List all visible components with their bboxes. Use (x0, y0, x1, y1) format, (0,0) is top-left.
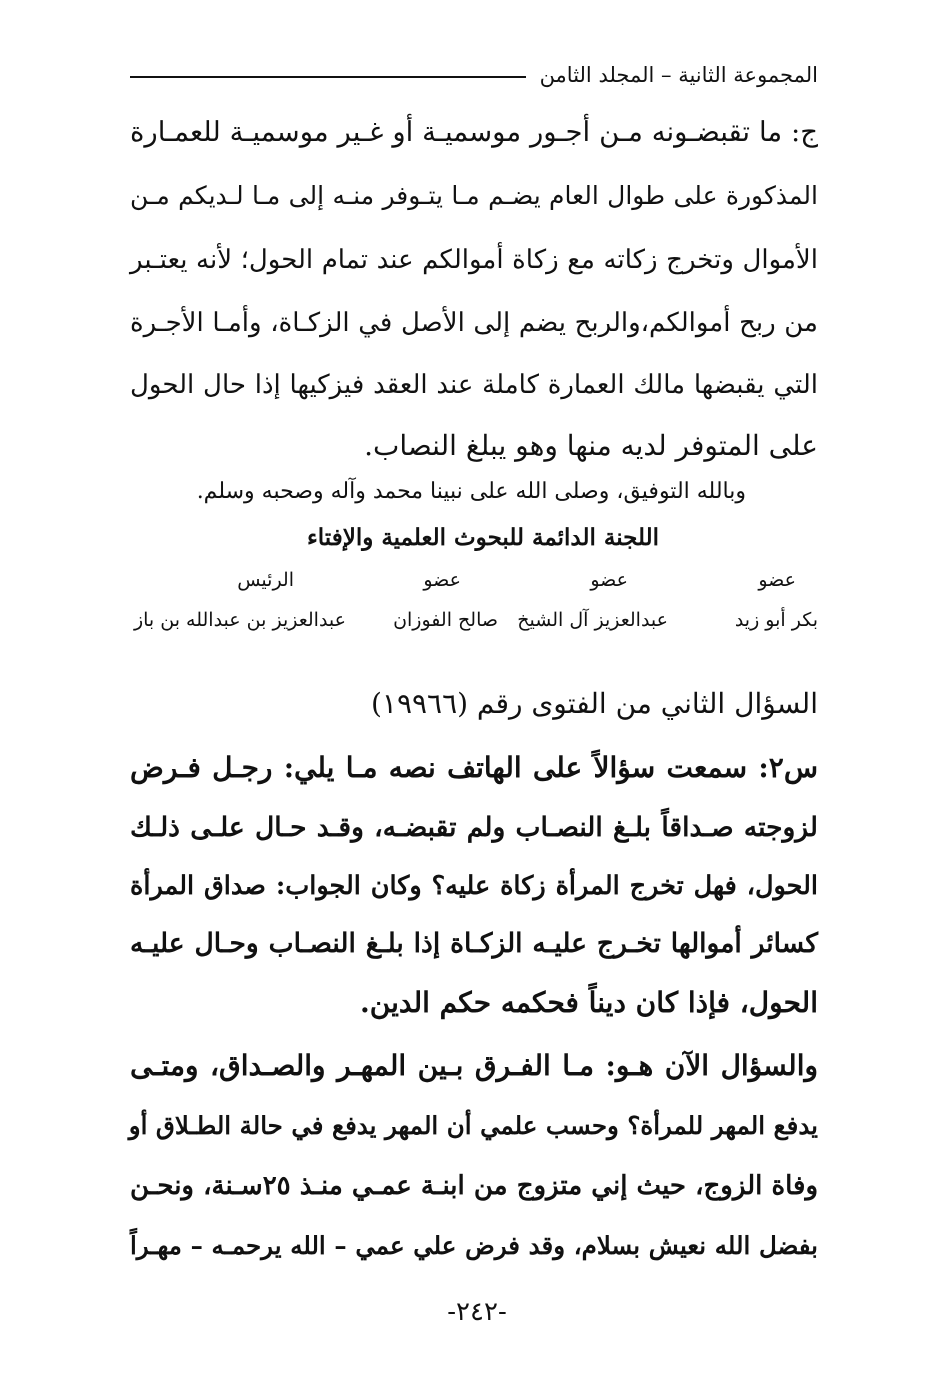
member-role: الرئيس (237, 569, 294, 591)
answer-line: المذكورة على طوال العام يضـم مـا يتـوفر منـه إلى مـا لـديكم مـن (130, 181, 818, 210)
member-role: عضو (758, 569, 796, 591)
running-title: المجموعة الثانية – المجلد الثامن (539, 63, 818, 87)
question-line: وفاة الزوج، حيث إني متزوج من ابنـة عمـي منـذ ٢٥سـنة، ونحـن (130, 1171, 819, 1201)
answer-line: من ربح أموالكم،والربح يضم إلى الأصل في الزكـاة، وأمـا الأجـرة (130, 308, 818, 338)
page-number: -٢٤٢- (447, 1297, 507, 1327)
closing-formula: وبالله التوفيق، وصلى الله على نبينا محمد وآله وصحبه وسلم. (196, 479, 746, 504)
question-line: كسائر أموالها تخـرج عليـه الزكـاة إذا بلـغ النصـاب وحـال عليـه (130, 928, 818, 959)
question-line: الحول، فإذا كان ديناً فحكمه حكم الدين. (360, 986, 818, 1019)
running-header (130, 58, 818, 92)
answer-line: الأموال وتخرج زكاته مع زكاة أموالكم عند تمام الحول؛ لأنه يعتـبر (130, 245, 818, 275)
member-name: بكر أبو زيد (734, 609, 818, 631)
member-name: صالح الفوزان (393, 609, 498, 631)
answer-line: على المتوفر لديه منها وهو يبلغ النصاب. (364, 429, 818, 462)
question-line: لزوجته صـداقاً بلـغ النصـاب ولم تقبضـه، وقـد حـال علـى ذلـك (130, 812, 818, 843)
question-line: بفضل الله نعيش بسلام، وقد فرض علي عمي – الله يرحمـه – مهـراً (130, 1231, 818, 1260)
question-line: س٢: سمعت سؤالاً على الهاتف نصه مـا يلي: رجـل فـرض (130, 751, 818, 784)
member-role: عضو (590, 569, 628, 591)
header-rule (130, 76, 526, 78)
member-name: عبدالعزيز آل الشيخ (517, 609, 668, 631)
question-line: يدفع المهر للمرأة؟ وحسب علمي أن المهر يدفع في حالة الطـلاق أو (128, 1111, 818, 1140)
question-heading: السؤال الثاني من الفتوى رقم (١٩٩٦٦) (370, 687, 818, 720)
member-name: عبدالعزيز بن عبدالله بن باز (133, 609, 346, 631)
question-line: والسؤال الآن هـو: مـا الفـرق بـين المهـر والصـداق، ومتـى (130, 1049, 818, 1082)
committee-title: اللجنة الدائمة للبحوث العلمية والإفتاء (306, 524, 660, 551)
answer-line: ج: ما تقبضـونه مـن أجـور موسميـة أو غـير موسميـة للعمـارة (130, 116, 818, 148)
answer-line: التي يقبضها مالك العمارة كاملة عند العقد فيزكيها إذا حال الحول (130, 370, 818, 400)
question-line: الحول، فهل تخرج المرأة زكاة عليه؟ وكان الجواب: صداق المرأة (130, 871, 818, 901)
member-role: عضو (423, 569, 461, 591)
